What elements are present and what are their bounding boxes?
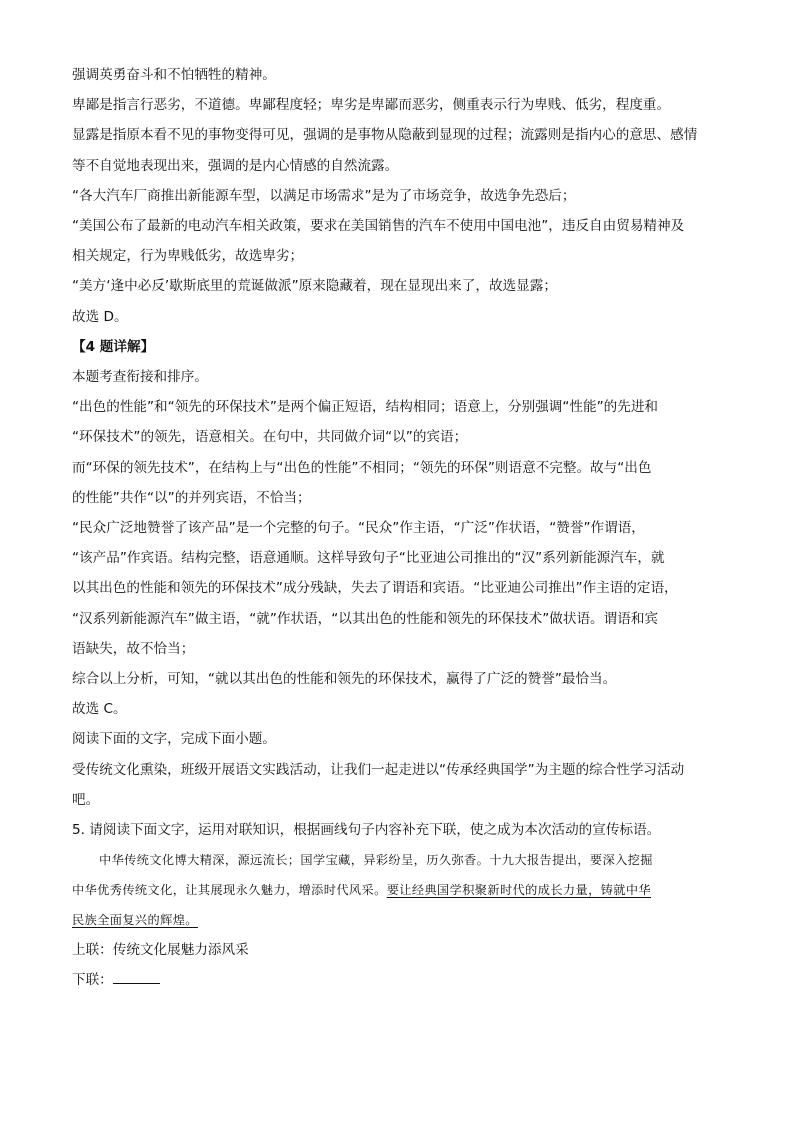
question-5: 5. 请阅读下面文字，运用对联知识，根据画线句子内容补充下联，使之成为本次活动的宣传标语。 (72, 822, 661, 839)
text-line: 阅读下面的文字，完成下面小题。 (72, 731, 276, 748)
text-line: “美方‘逢中必反’歇斯底里的荒诞做派”原来隐藏着，现在显现出来了，故选显露； (72, 278, 557, 295)
text-line: “出色的性能”和“领先的环保技术”是两个偏正短语，结构相同；语意上，分别强调“性能”的先进和 (72, 399, 659, 416)
text-line: 本题考查衔接和排序。 (72, 369, 208, 386)
text-line: “该产品”作宾语。结构完整，语意通顺。这样导致句子“比亚迪公司推出的“汉”系列新能源汽车，就 (72, 550, 665, 567)
text-line: “环保技术”的领先，语意相关。在句中，共同做介词“以”的宾语； (72, 429, 468, 446)
passage-line: 中华传统文化博大精深，源远流长；国学宝藏，异彩纷呈，历久弥香。十九大报告提出，要深入挖掘 (99, 853, 653, 868)
text-line: 综合以上分析，可知，“就以其出色的性能和领先的环保技术，赢得了广泛的赞誉”最恰当。 (72, 671, 617, 688)
text-line: 吧。 (72, 791, 100, 808)
text-line: 故选 D。 (72, 308, 128, 325)
reading-passage (72, 845, 732, 935)
text-line: 等不自觉地表现出来，强调的是内心情感的自然流露。 (72, 157, 399, 174)
passage-line (72, 875, 732, 905)
text-line: 强调英勇奋斗和不怕牺牲的精神。 (72, 67, 276, 83)
section-heading: 【4 题详解】 (72, 338, 155, 355)
text-line: 卑鄙是指言行恶劣，不道德。卑鄙程度轻；卑劣是卑鄙而恶劣，侧重表示行为卑贱、低劣，程度重。 (72, 97, 671, 114)
underlined-sentence: 民族全面复兴的辉煌。 (72, 913, 198, 928)
text-line: 语缺失，故不恰当； (72, 640, 195, 657)
text-line: 以其出色的性能和领先的环保技术”成分残缺，失去了谓语和宾语。“比亚迪公司推出”作主语的定语， (72, 580, 678, 597)
text-line: 相关规定，行为卑贱低劣，故选卑劣； (72, 248, 304, 265)
text-line: 受传统文化熏染，班级开展语文实践活动，让我们一起走进以“传承经典国学”为主题的综合性学习活动 (72, 761, 685, 778)
text-line: 显露是指原本看不见的事物变得可见，强调的是事物从隐蔽到显现的过程；流露则是指内心的意思、感情 (72, 127, 698, 144)
upper-couplet: 上联：传统文化展魅力添风采 (72, 942, 249, 959)
text-line: 故选 C。 (72, 701, 127, 718)
text-line: “汉系列新能源汽车”做主语，“就”作状语，“以其出色的性能和领先的环保技术”做状语。谓语和宾 (72, 610, 659, 627)
text-line: “民众广泛地赞誉了该产品”是一个完整的句子。“民众”作主语，“广泛”作状语，“赞誉”作谓语， (72, 520, 645, 537)
passage-text: 中华优秀传统文化，让其展现永久魅力，增添时代风采。 (72, 883, 387, 898)
text-line: 而“环保的领先技术”，在结构上与“出色的性能”不相同；“领先的环保”则语意不完整。故与“出色 (72, 459, 652, 476)
lower-couplet-label: 下联： (72, 972, 113, 989)
lower-couplet (72, 965, 732, 995)
text-line: 的性能”共作“以”的并列宾语，不恰当； (72, 489, 311, 506)
underlined-sentence: 要让经典国学积聚新时代的成长力量，铸就中华 (386, 883, 652, 898)
text-line: “各大汽车厂商推出新能源车型，以满足市场需求”是为了市场竞争，故选争先恐后； (72, 187, 576, 204)
passage-line (72, 905, 732, 935)
document-page (72, 60, 732, 996)
answer-blank[interactable] (113, 969, 160, 984)
text-line: “美国公布了最新的电动汽车相关政策，要求在美国销售的汽车不使用中国电池”，违反自由贸易精神及 (72, 218, 685, 235)
